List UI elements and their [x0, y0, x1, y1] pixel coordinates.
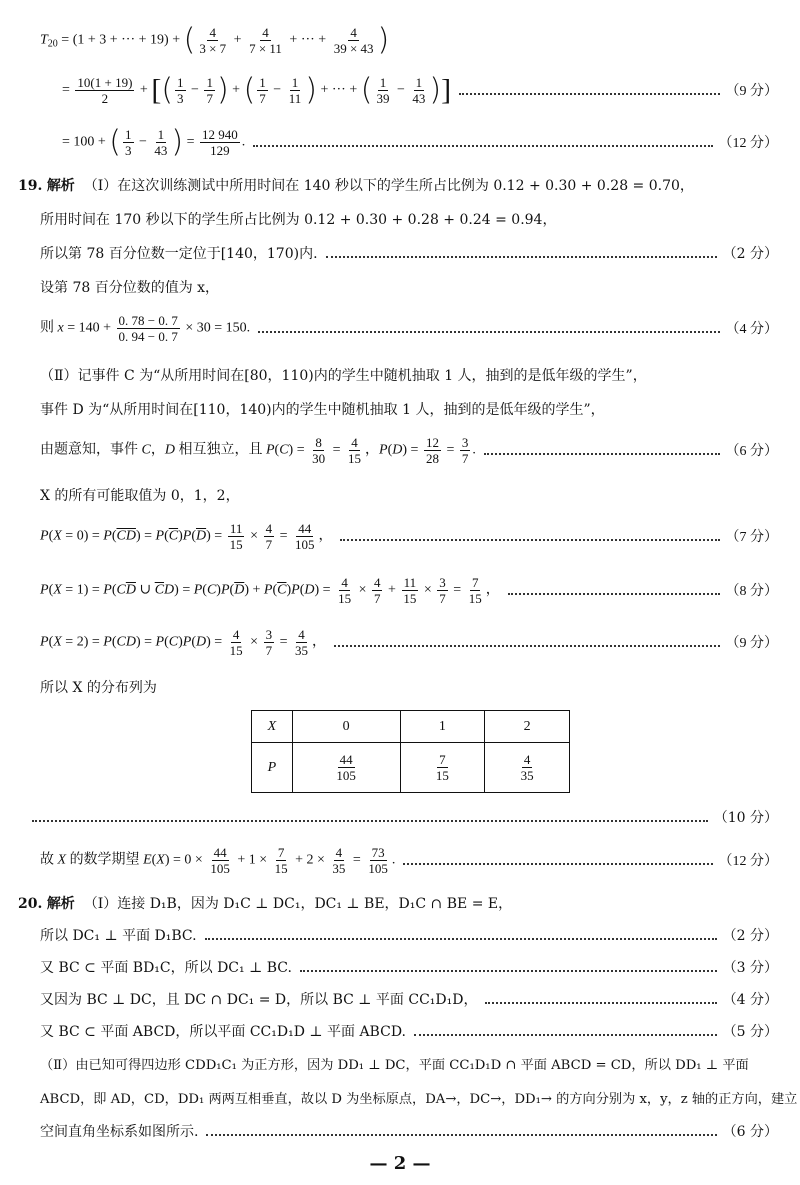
score-label: （7 分） — [725, 530, 778, 545]
q19-line10: $P(X = 0) = P(\overline{CD}) = P(\overline{C})P(\overline{D})$ = $\frac{11}{15}$ × $\frac{4}{7}$ = $\frac{44}{105}$ ， （7 分） — [40, 520, 778, 552]
table-row-label: P — [252, 743, 293, 793]
score-label: （10 分） — [713, 810, 778, 826]
q19-line11: $P(X = 1) = P(C\overline{D}$ ∪ $\overline{C}D) = P(C)P(\overline{D}) + P(\overline{C})P(D)$ = $\frac{4}{15}$ × $\frac{4}{7}$ + $\frac{11}{15}$ × $\frac{3}{7}$ = $\frac{7}{15}$ ， （8 分） — [40, 574, 778, 606]
table-header-cell: 0 — [292, 711, 400, 743]
q19-line13: 所以 X 的分布列为 — [40, 680, 157, 696]
q20-line4: 又因为 BC ⊥ DC，且 DC ∩ DC₁ = D，所以 BC ⊥ 平面 CC₁D₁D， （4 分） — [0, 986, 800, 1012]
q20-line6: （Ⅱ）由已知可得四边形 CDD₁C₁ 为正方形，因为 DD₁ ⊥ DC，平面 CC₁D₁D ∩ 平面 ABCD = CD，所以 DD₁ ⊥ 平面 — [40, 1057, 749, 1073]
table-row — [252, 711, 570, 743]
analysis-label: 解析 — [46, 178, 75, 194]
leader-dots — [326, 256, 717, 258]
leader-dots — [485, 1002, 716, 1004]
score-label: （6 分） — [725, 444, 778, 459]
leader-dots — [403, 863, 712, 865]
q20-line8: 空间直角坐标系如图所示. （6 分） — [0, 1118, 800, 1144]
score-label: （3 分） — [722, 960, 778, 976]
q20-line3: 又 BC ⊂ 平面 BD₁C，所以 DC₁ ⊥ BC. （3 分） — [0, 954, 800, 980]
q20-line2: 所以 DC₁ ⊥ 平面 D₁BC. （2 分） — [0, 922, 800, 948]
q19-line7: 事件 D 为“从所用时间在[110，140)内的学生中随机抽取 1 人，抽到的是低年级的学生”， — [40, 402, 605, 418]
score-label: （2 分） — [722, 928, 778, 944]
leader-dots — [32, 820, 708, 822]
score-label: （12 分） — [718, 854, 778, 869]
leader-dots — [459, 93, 719, 95]
table-header-cell: 2 — [485, 711, 570, 743]
leader-dots — [508, 593, 720, 595]
q19-line3: 所以第 78 百分位数一定位于[140，170)内. （2 分） — [0, 240, 800, 266]
q20-line7: ABCD，即 AD，CD，DD₁ 两两互相垂直，故以 D 为坐标原点，DA→，DC→，DD₁→ 的方向分别为 x，y，z 轴的正方向，建立 — [40, 1091, 798, 1107]
table-cell: $\frac{44}{105}$ — [292, 743, 400, 793]
q19-line14: 故 X 的数学期望 E(X) = 0 × $\frac{44}{105}$ + 1 × $\frac{7}{15}$ + 2 × $\frac{4}{35}$ = $\frac{73}{105}$ . （12 分） — [40, 844, 778, 876]
leader-dots — [206, 1134, 716, 1136]
question-number: 20. — [18, 896, 43, 912]
q19-line4: 设第 78 百分位数的值为 x， — [40, 280, 220, 296]
leader-dots — [484, 453, 720, 455]
table-header-cell: X — [252, 711, 293, 743]
leader-dots — [258, 331, 719, 333]
q19-line5: 则 x = 140 + $\frac{0. 78 - 0. 7}{0. 94 - 0. 7}$ × 30 = 150. （4 分） — [40, 312, 778, 344]
table-header-cell: 1 — [400, 711, 485, 743]
t20-line1: $T_{20} = (1 + 3$ + ··· + 19) + ( $\frac{4}{3 \times 7}$ + $\frac{4}{7 \times 11}$ + ··· + $\frac{4}{39 \times 43}$ ) — [40, 22, 390, 57]
score-label: （12 分） — [718, 136, 778, 151]
score-label: （9 分） — [725, 84, 778, 99]
leader-dots — [414, 1034, 717, 1036]
page-number: — 2 — — [369, 1153, 431, 1174]
score-label: （6 分） — [722, 1124, 778, 1140]
score-label: （8 分） — [725, 584, 778, 599]
score-label: （4 分） — [722, 992, 778, 1008]
score-label: （9 分） — [725, 636, 778, 651]
q20-line1: 20. 解析 （Ⅰ）连接 D₁B，因为 D₁C ⊥ DC₁，DC₁ ⊥ BE，D₁C ∩ BE = E， — [18, 896, 513, 912]
q20-line5: 又 BC ⊂ 平面 ABCD，所以平面 CC₁D₁D ⊥ 平面 ABCD. （5 分） — [0, 1018, 800, 1044]
score-label: （2 分） — [722, 246, 778, 262]
score-label: （5 分） — [722, 1024, 778, 1040]
analysis-label: 解析 — [46, 896, 75, 912]
table-cell: $\frac{4}{35}$ — [485, 743, 570, 793]
question-number: 19. — [18, 178, 43, 194]
q19-line12: P(X = 2) = P(CD) = P(C)P(D) = $\frac{4}{15}$ × $\frac{3}{7}$ = $\frac{4}{35}$ ， （9 分） — [40, 626, 778, 658]
table-row — [252, 743, 570, 793]
leader-dots — [300, 970, 717, 972]
distribution-table — [251, 710, 570, 793]
t20-line3: = 100 + ( $\frac{1}{3}$ − $\frac{1}{43}$ ) = $\frac{12 940}{129}$ . （12 分） — [62, 124, 778, 159]
table-cell: $\frac{7}{15}$ — [400, 743, 485, 793]
leader-dots — [340, 539, 719, 541]
q19-line1: 19. 解析 （Ⅰ）在这次训练测试中所用时间在 140 秒以下的学生所占比例为 0.12 + 0.30 + 0.28 = 0.70， — [18, 178, 694, 194]
q19-line9: X 的所有可能取值为 0，1，2， — [40, 488, 240, 504]
q19-line8: 由题意知，事件 C，D 相互独立，且 P(C) = $\frac{8}{30}$ = $\frac{4}{15}$ ，P(D) = $\frac{12}{28}$ = $\frac{3}{7}$ . （6 分） — [40, 434, 778, 466]
leader-dots — [334, 645, 720, 647]
q19-table-score-line — [0, 804, 800, 830]
leader-dots — [205, 938, 717, 940]
score-label: （4 分） — [725, 322, 778, 337]
q19-line6: （Ⅱ）记事件 C 为“从所用时间在[80，110)内的学生中随机抽取 1 人，抽到的是低年级的学生”， — [40, 368, 647, 384]
t20-line2: = $\frac{10(1 + 19)}{2}$ + [( $\frac{1}{3}$ − $\frac{1}{7}$ ) + ( $\frac{1}{7}$ − $\frac{1}{11}$ ) + ··· + ( $\frac{1}{39}$ − $\frac{1}{43}$ )] （9 分） — [62, 72, 778, 107]
leader-dots — [253, 145, 712, 147]
q19-line2: 所用时间在 170 秒以下的学生所占比例为 0.12 + 0.30 + 0.28 + 0.24 = 0.94， — [40, 212, 557, 228]
